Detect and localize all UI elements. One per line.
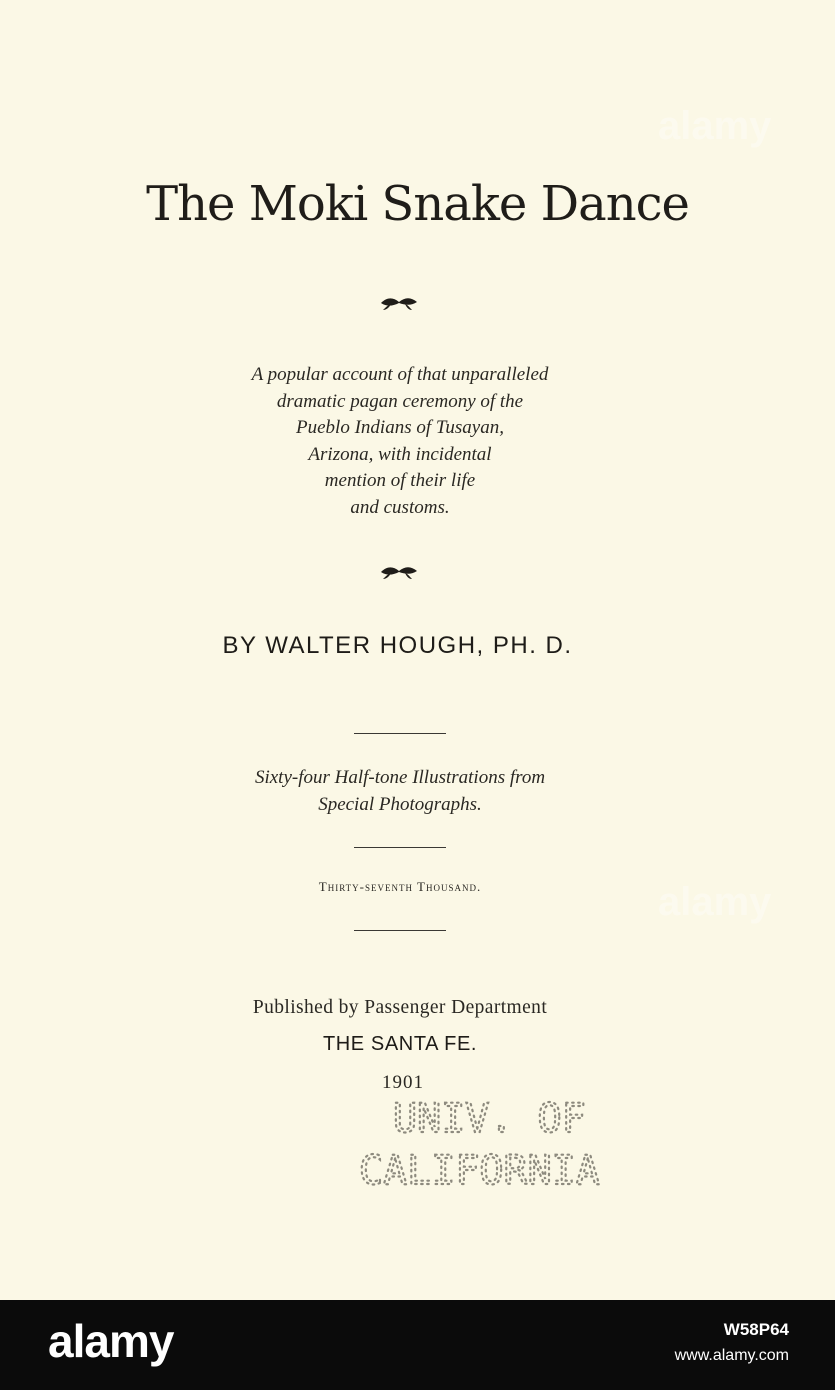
- subtitle-line: mention of their life: [324, 470, 476, 491]
- illustrations-note: [150, 764, 650, 818]
- subtitle-line: Pueblo Indians of Tusayan,: [296, 417, 504, 438]
- author-line: BY WALTER HOUGH, PH. D.: [222, 632, 573, 659]
- illustrations-line: Sixty-four Half-tone Illustrations from: [254, 767, 546, 788]
- subtitle-line: and customs.: [350, 496, 450, 518]
- image-id: W58P64: [723, 1320, 789, 1339]
- book-title: The Moki Snake Dance: [146, 176, 689, 232]
- subtitle-line: Arizona, with incidental: [308, 443, 492, 465]
- brand-logo: alamy: [48, 1315, 174, 1367]
- subtitle-line: A popular account of that unparalleled: [251, 364, 549, 385]
- illustrations-line: Special Photographs.: [318, 794, 482, 815]
- publication-year: 1901: [382, 1072, 424, 1093]
- divider-rule: [354, 733, 446, 734]
- publisher-line: Published by Passenger Department: [252, 997, 548, 1018]
- watermark: alamy: [658, 104, 772, 148]
- watermark: alamy: [658, 880, 772, 924]
- railway-name: THE SANTA FE.: [322, 1033, 478, 1055]
- divider-rule: [354, 847, 446, 848]
- divider-rule: [354, 930, 446, 931]
- library-perforation-stamp: [355, 1092, 675, 1192]
- footer-bar: [0, 1300, 835, 1390]
- edition-note: Thirty-seventh Thousand.: [318, 879, 482, 894]
- stamp-line: CALIFORNIA: [359, 1148, 600, 1192]
- book-subtitle: [150, 362, 650, 521]
- leaf-fleuron-icon: [377, 563, 421, 581]
- site-link[interactable]: www.alamy.com: [674, 1347, 789, 1364]
- stamp-line: UNIV. OF: [393, 1096, 586, 1142]
- leaf-fleuron-icon: [377, 294, 421, 312]
- subtitle-line: dramatic pagan ceremony of the: [276, 390, 524, 412]
